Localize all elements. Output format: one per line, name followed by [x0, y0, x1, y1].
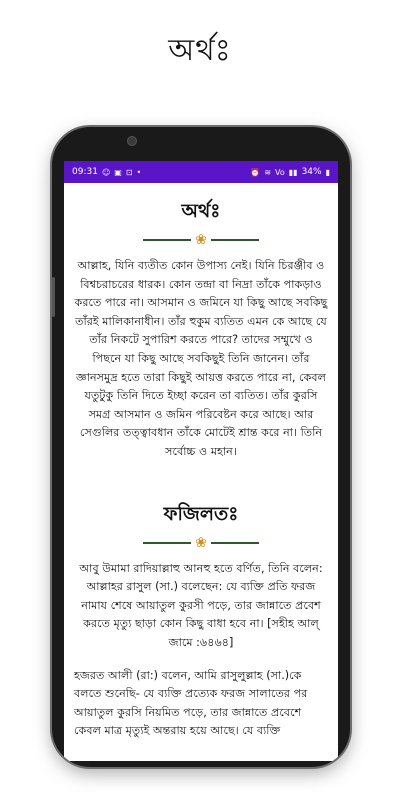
flower-icon: ❀	[195, 232, 207, 248]
gallery-icon: ▣	[114, 167, 122, 177]
meaning-text: আল্লাহ, যিনি ব্যতীত কোন উপাস্য নেই। যিনি চিরঞ্জীব ও বিশ্বচরাচরের ধারক। কোন তন্দ্রা বা নিদ্রা তাঁকে পাকড়াও করতে পারে না। আসমান ও জমিনে যা কিছু আছে সবকিছু তাঁরই মালিকানাধীন। তাঁর হুকুম ব্যতিত এমন কে আছে যে তাঁর নিকটে সুপারিশ করতে পারে? তাদের সম্মুখে ও পিছনে যা কিছু আছে সবকিছুই তিনি জানেন। তাঁর জ্ঞানসমুদ্র হতে তারা কিছুই আয়ত্ত করতে পারে না, কেবল যতুটুকু তিনি দিতে ইচ্ছা করেন তা ব্যতিত। তাঁর কুরসি সমগ্র আসমান ও জমিন পরিবেষ্টন করে আছে। আর সেগুলির তত্ত্বাবধান তাঁকে মোটেই শ্রান্ত করে না। তিনি সর্বোচ্চ ও মহান।	[74, 259, 328, 458]
meaning-divider	[74, 233, 328, 247]
volte-icon: Vo	[275, 167, 285, 177]
content-area[interactable]	[64, 183, 338, 741]
virtue-text-1: আবু উমামা রাদিয়াল্লাহু আনহু হতে বর্ণিত, তিনি বলেন: আল্লাহর রাসুল (সা.) বলেছেন: যে ব্যক্তি প্রতি ফরজ নামায শেষে আয়াতুল কুরসী পড়ে, তার জান্নাতে প্রবেশ করতে মৃত্যু ছাড়া কোন কিছু বাধা হবে না। [সহীহ আল্ জামে :৬৪৬৪]	[79, 561, 323, 649]
status-bar	[64, 161, 338, 183]
signal-icon: ▮▮	[288, 167, 298, 177]
wifi-icon: ≋	[264, 167, 272, 177]
virtue-title: ফজিলতঃ	[163, 502, 239, 525]
promo-title: অর্থঃ	[168, 33, 232, 68]
divider-line-right	[211, 542, 259, 544]
virtue-text-2: হজরত আলী (রা:) বলেন, আমি রাসুলুল্লাহ (সা.)কে বলতে শুনেছি- যে ব্যক্তি প্রত্যেক ফরজ সালাতের পর আয়াতুল কুরসি নিয়মিত পড়ে, তার জান্নাতে প্রবেশে কেবল মাত্র মৃত্যুই অন্তরায় হয়ে আছে। যে ব্যক্তি	[74, 668, 308, 738]
divider-line-left	[143, 542, 191, 544]
flower-icon: ❀	[195, 534, 207, 551]
notification-icon: ☺	[101, 167, 111, 177]
dot-icon: •	[136, 167, 142, 177]
battery-icon: ▮	[325, 167, 330, 177]
meaning-title: অর্থঃ	[181, 200, 221, 222]
virtue-divider	[74, 536, 328, 550]
status-time: 09:31	[72, 167, 98, 177]
phone-frame	[52, 127, 350, 767]
app-icon: ⊡	[125, 167, 133, 177]
alarm-icon: ⏰	[250, 167, 261, 177]
volume-button	[52, 277, 55, 317]
divider-line-left	[143, 239, 191, 241]
camera-icon	[127, 136, 137, 146]
battery-percent: 34%	[301, 167, 322, 177]
divider-line-right	[211, 239, 259, 241]
app-screen	[64, 161, 338, 761]
